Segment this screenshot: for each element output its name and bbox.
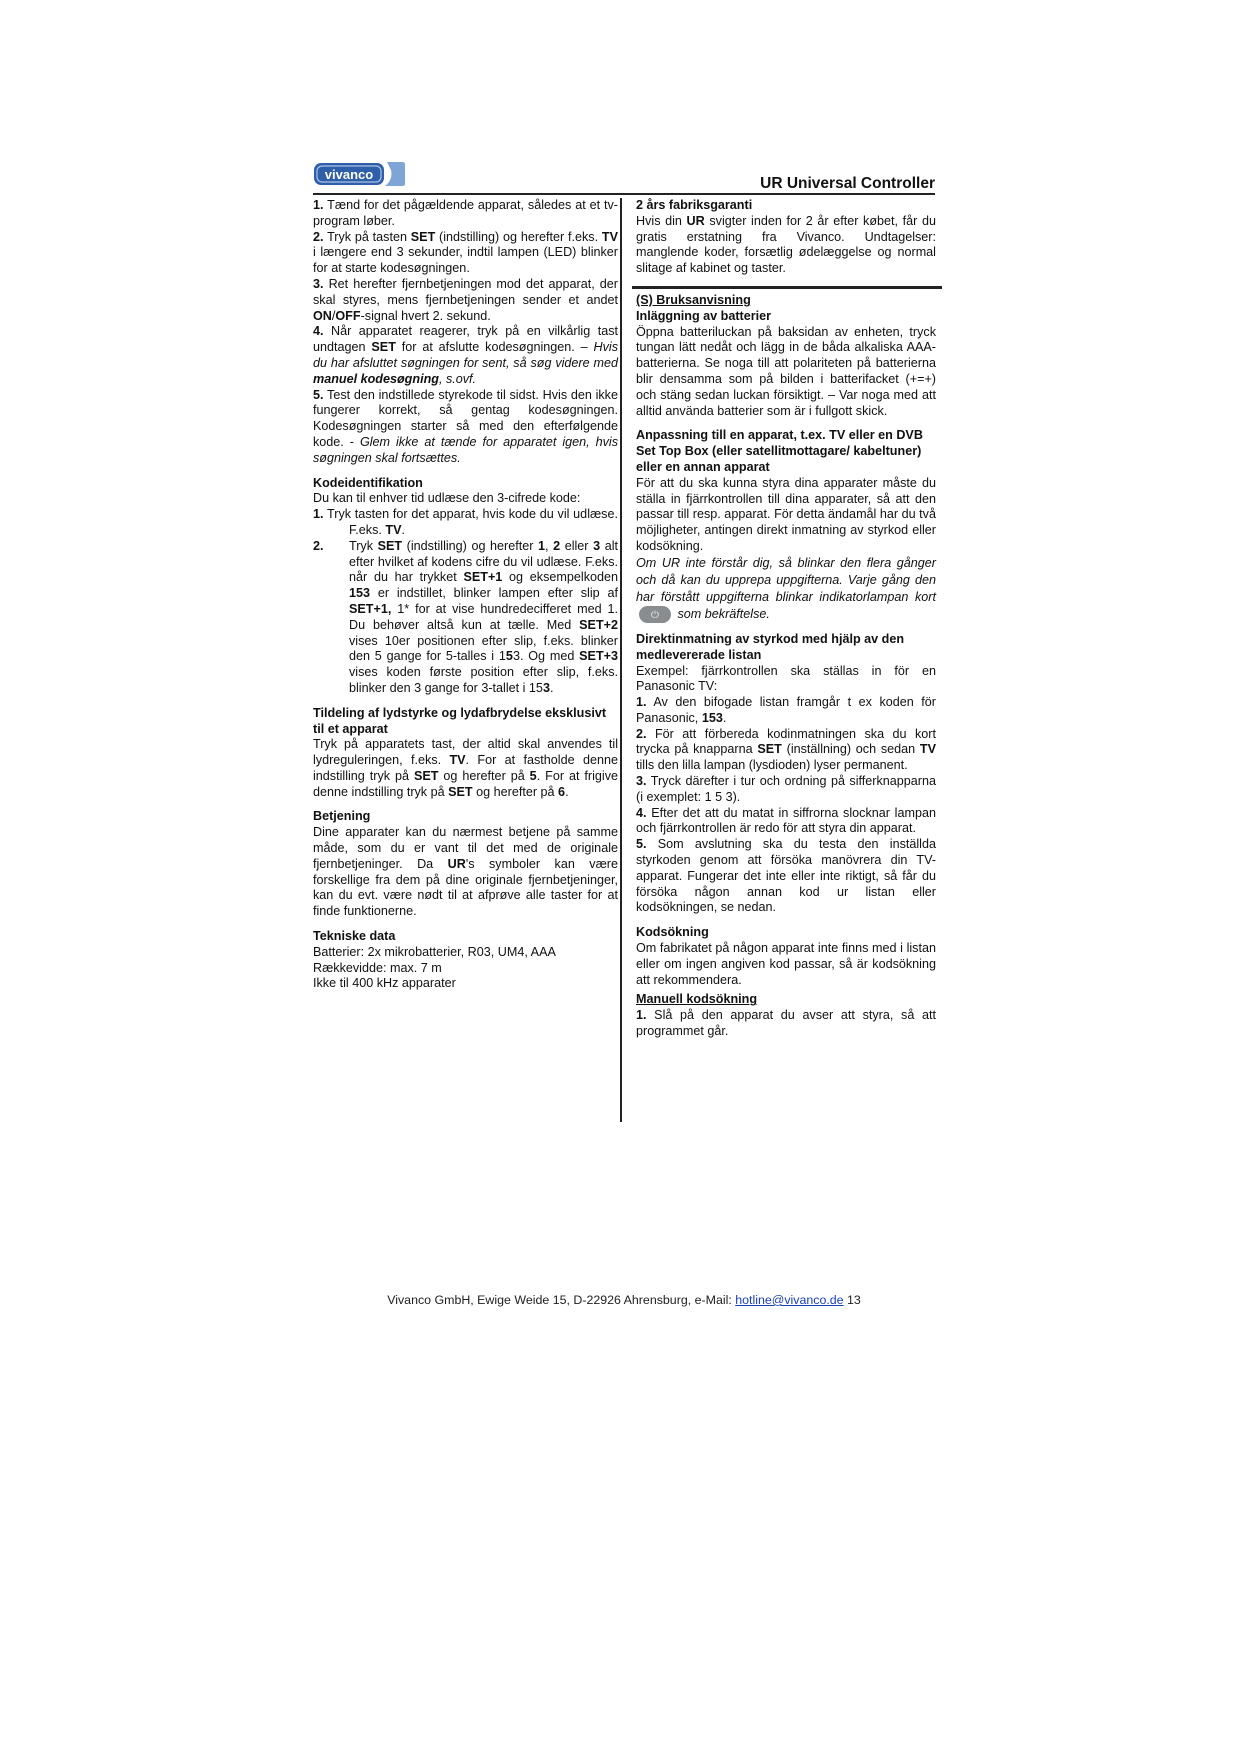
tekniske-data-khz: Ikke til 400 kHz apparater: [313, 976, 456, 991]
column-divider: [620, 198, 622, 1122]
heading-betjening: Betjening: [313, 809, 371, 824]
tildeling-text: Tryk på apparatets tast, der altid skal anvendes til lydreguleringen, f.eks. TV. For at fastholde denne indstilling tryk på SET og herefter på 5. For at frigive denne indstilling tryk på SET og herefter på 6.: [313, 737, 619, 799]
direktinmatning-text: Exempel: fjärrkontrollen ska ställas in för en Panasonic TV:: [636, 663, 936, 694]
inlaggning-text: Öppna batteriluckan på baksidan av enheten, tryck tungan lätt nedåt och lägg in de båda alkaliska AAA-batterierna. Se noga till att polariteten på batterierna blir densamma som på bilden i batterifacket (+=+) och stäng sedan luckan försiktigt. – Var noga med att alltid använda batterier som är i fullgott skick.: [636, 324, 936, 418]
tekniske-data-batterier: Batterier: 2x mikrobatterier, R03, UM4, AAA: [313, 944, 556, 959]
direkt-step-5: 5. Som avslutning ska du testa den inställda styrkoden genom att försöka manövrera din TV-apparat. Fungerar det inte eller inte riktigt, så får du försöka någon annan kod ur listan eller kodsökningen, se nedan.: [636, 837, 936, 915]
document-title: UR Universal Controller: [760, 175, 935, 192]
direkt-step-3: 3. Tryck därefter i tur och ordning på sifferknapparna (i exemplet: 1 5 3).: [636, 774, 936, 804]
left-column: [313, 198, 618, 992]
section-rule: [632, 286, 942, 289]
power-button-icon: [639, 606, 671, 623]
heading-anpassning: Anpassning till en apparat, t.ex. TV eller en DVB Set Top Box (eller satellitmottagare/ kabeltuner) eller en annan apparat: [636, 428, 923, 474]
direkt-step-2: 2. För att förbereda kodinmatningen ska du kort trycka på knapparna SET (inställning) och sedan TV tills den lilla lampan (lysdioden) lyser permanent.: [636, 726, 936, 773]
vivanco-logo-graphic: [313, 160, 407, 188]
direkt-step-4: 4. Efter det att du matat in siffrorna slocknar lampan och fjärrkontrollen är redo för att styra din apparat.: [636, 805, 936, 836]
footer-email-link[interactable]: hotline@vivanco.de: [735, 1293, 844, 1307]
section-title-bruksanvisning: (S) Bruksanvisning: [636, 292, 751, 307]
tekniske-data-raekkevidde: Rækkevidde: max. 7 m: [313, 960, 442, 975]
step-4: 4. Når apparatet reagerer, tryk på en vilkårlig tast undtagen SET for at afslutte kodesøgningen. – Hvis du har afsluttet søgningen for sent, så søg videre med manuel kodesøgning, s.ovf.: [313, 324, 618, 386]
anpassning-text: För att du ska kunna styra dina apparater måste du ställa in fjärrkontrollen till dina apparater, så att den passar till resp. apparat. För detta ändamål har du två möjligheter, antingen direkt inmatning av styrkod eller kodsökning.: [636, 475, 936, 553]
step-5: 5. Test den indstillede styrekode til sidst. Hvis den ikke fungerer korrekt, så gentag kodesøgningen. Kodesøgningen starter så med den efterfølgende kode. - Glem ikke at tænde for apparatet igen, hvis søgningen skal fortsættes.: [313, 387, 619, 465]
direkt-step-1: 1. Av den bifogade listan framgår t ex koden för Panasonic, 153.: [636, 695, 936, 725]
step-1: 1. Tænd for det pågældende apparat, således at et tv-program løber.: [313, 198, 618, 228]
heading-direktinmatning: Direktinmatning av styrkod med hjälp av den medlevererade listan: [636, 631, 905, 662]
svg-text:vivanco: vivanco: [324, 167, 374, 182]
heading-fabriksgaranti: 2 års fabriksgaranti: [636, 198, 753, 212]
manuell-step-1: 1. Slå på den apparat du avser att styra, så att programmet går.: [636, 1008, 936, 1039]
step-2: 2. Tryk på tasten SET (indstilling) og herefter f.eks. TV i længere end 3 sekunder, indtil lampen (LED) blinker for at starte kodesøgningen.: [313, 229, 618, 276]
page-footer: [313, 1293, 935, 1307]
kode-step-1: 1. Tryk tasten for det apparat, hvis kode du vil udlæse. F.eks. TV.: [313, 507, 618, 537]
heading-kodeidentifikation: Kodeidentifikation: [313, 475, 423, 490]
step-3: 3. Ret herefter fjernbetjeningen mod det apparat, der skal styres, mens fjernbetjeningen sender et andet ON/OFF-signal hvert 2. sekund.: [313, 276, 618, 323]
anpassning-note: Om UR inte förstår dig, så blinkar den flera gånger och då kan du upprepa uppgifterna. Varje gång den har förstått uppgifterna blinkar indikatorlampan kort⏻ som bekräftelse.: [636, 555, 936, 623]
heading-inlaggning: Inläggning av batterier: [636, 308, 772, 323]
right-column: [636, 198, 936, 1040]
footer-address: Vivanco GmbH, Ewige Weide 15, D-22926 Ahrensburg, e-Mail:: [387, 1293, 736, 1307]
kode-step-2: 2. Tryk SET (indstilling) og herefter 1, 2 eller 3 alt efter hvilket af kodens cifre du vil udlæse. F.eks. når du har trykket SET+1 og eksempelkoden 153 er indstillet, blinker lampen efter slip af SET+1, 1* for at vise hundredecifferet med 1. Du behøver altså kun at tælle. Med SET+2 vises 10er positionen efter slip, f.eks. blinker den 5 gange for 5-talles i 153. Og med SET+3 vises koden første position efter slip, f.eks. blinker den 3 gange for 3-tallet i 153.: [313, 538, 619, 695]
heading-manuell-kodsokning: Manuell kodsökning: [636, 992, 758, 1007]
kode-intro: Du kan til enhver tid udlæse den 3-cifrede kode:: [313, 491, 581, 506]
betjening-text: Dine apparater kan du nærmest betjene på samme måde, som du er vant til det med de originale fjernbetjeninger. Da UR's symboler kan være forskellige fra dem på dine originale fjernbetjeninger, kan du evt. være nødt til at afprøve alle taster for at finde funktionerne.: [313, 825, 618, 919]
header-rule: [313, 193, 935, 195]
heading-tildeling: Tildeling af lydstyrke og lydafbrydelse eksklusivt til et apparat: [313, 705, 607, 736]
page-number: 13: [843, 1293, 861, 1307]
kodsokning-text: Om fabrikatet på någon apparat inte finns med i listan eller om ingen angiven kod passar, så är kodsökning att rekommendera.: [636, 941, 936, 987]
garanti-text: Hvis din UR svigter inden for 2 år efter købet, får du gratis erstatning fra Vivanco. Undtagelser: manglende koder, forsætlig ødelæggelse og normal slitage af kabinet og taster.: [636, 213, 936, 276]
heading-kodsokning: Kodsökning: [636, 925, 709, 940]
heading-tekniske-data: Tekniske data: [313, 929, 396, 944]
vivanco-logo: [313, 160, 407, 188]
